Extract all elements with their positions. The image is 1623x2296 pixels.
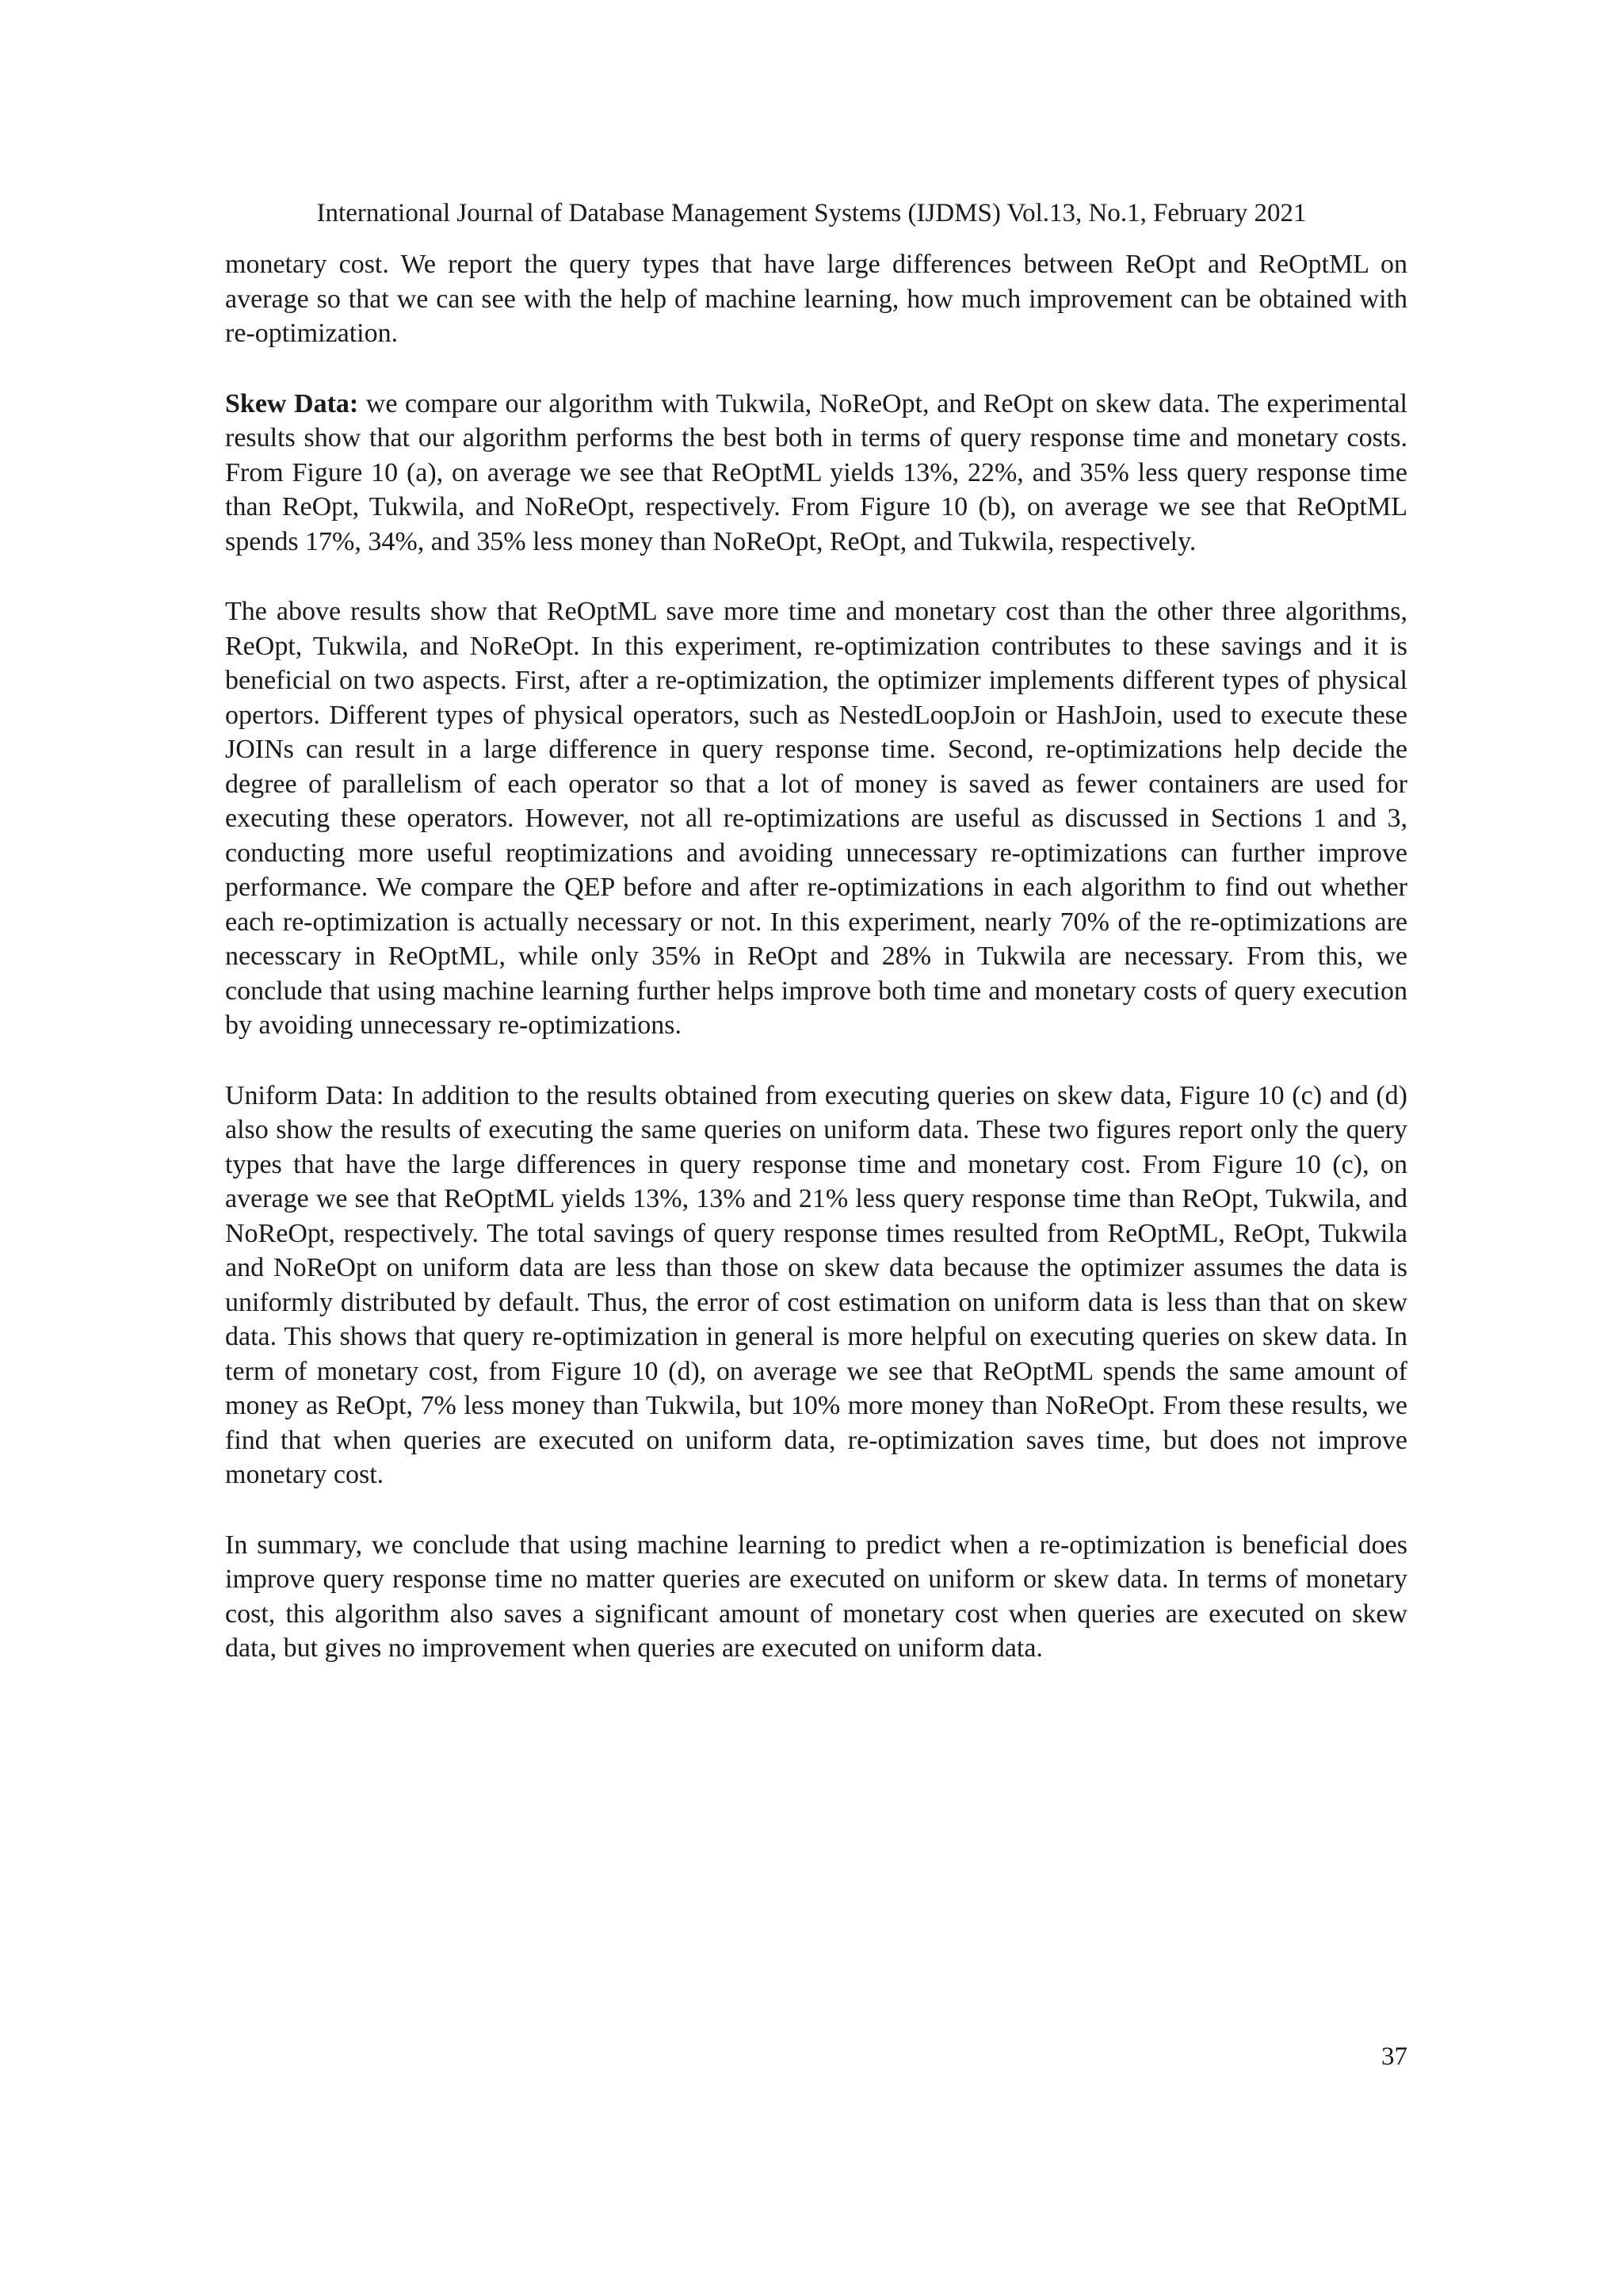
paragraph-skew-data <box>225 387 1407 560</box>
page-number: 37 <box>1381 2042 1407 2071</box>
paragraph-lead: Skew Data: <box>225 388 359 418</box>
paragraph-reopt-analysis <box>225 594 1407 1043</box>
paragraph-text: we compare our algorithm with Tukwila, NoReOpt, and ReOpt on skew data. The experimental results show that our algorithm performs the best both in terms of query response time and monetary costs. From Figure 10 (a), on average we see that ReOptML yields 13%, 22%, and 35% less query response time than ReOpt, Tukwila, and NoReOpt, respectively. From Figure 10 (b), on average we see that ReOptML spends 17%, 34%, and 35% less money than NoReOpt, ReOpt, and Tukwila, respectively. <box>225 388 1407 556</box>
running-header: International Journal of Database Management Systems (IJDMS) Vol.13, No.1, February 2021 <box>316 199 1307 227</box>
paragraph-uniform-data <box>225 1079 1407 1492</box>
paragraph-summary <box>225 1528 1407 1666</box>
paragraph-continuation <box>225 247 1407 351</box>
body-text <box>225 247 1407 1702</box>
paragraph-text: Uniform Data: In addition to the results obtained from executing queries on skew data, Figure 10 (c) and (d) also show the results of executing the same queries on uniform data. These two figures report only the query types that have the large differences in query response time and monetary cost. From Figure 10 (c), on average we see that ReOptML yields 13%, 13% and 21% less query response time than ReOpt, Tukwila, and NoReOpt, respectively. The total savings of query response times resulted from ReOptML, ReOpt, Tukwila and NoReOpt on uniform data are less than those on skew data because the optimizer assumes the data is uniformly distributed by default. Thus, the error of cost estimation on uniform data is less than that on skew data. This shows that query re-optimization in general is more helpful on executing queries on skew data. In term of monetary cost, from Figure 10 (d), on average we see that ReOptML spends the same amount of money as ReOpt, 7% less money than Tukwila, but 10% more money than NoReOpt. From these results, we find that when queries are executed on uniform data, re-optimization saves time, but does not improve monetary cost. <box>225 1080 1407 1489</box>
paragraph-text: monetary cost. We report the query types that have large differences between ReOpt and ReOptML on average so that we can see with the help of machine learning, how much improvement can be obtained with re-optimization. <box>225 250 1407 348</box>
paragraph-text: In summary, we conclude that using machine learning to predict when a re-optimization is beneficial does improve query response time no matter queries are executed on uniform or skew data. In terms of monetary cost, this algorithm also saves a significant amount of monetary cost when queries are executed on skew data, but gives no improvement when queries are executed on uniform data. <box>225 1530 1407 1663</box>
paragraph-text: The above results show that ReOptML save more time and monetary cost than the other three algorithms, ReOpt, Tukwila, and NoReOpt. In this experiment, re-optimization contributes to these savings and it is beneficial on two aspects. First, after a re-optimization, the optimizer implements different types of physical opertors. Different types of physical operators, such as NestedLoopJoin or HashJoin, used to execute these JOINs can result in a large difference in query response time. Second, re-optimizations help decide the degree of parallelism of each operator so that a lot of money is saved as fewer containers are used for executing these operators. However, not all re-optimizations are useful as discussed in Sections 1 and 3, conducting more useful reoptimizations and avoiding unnecessary re-optimizations can further improve performance. We compare the QEP before and after re-optimizations in each algorithm to find out whether each re-optimization is actually necessary or not. In this experiment, nearly 70% of the re-optimizations are necesscary in ReOptML, while only 35% in ReOpt and 28% in Tukwila are necessary. From this, we conclude that using machine learning further helps improve both time and monetary costs of query execution by avoiding unnecessary re-optimizations. <box>225 597 1407 1040</box>
